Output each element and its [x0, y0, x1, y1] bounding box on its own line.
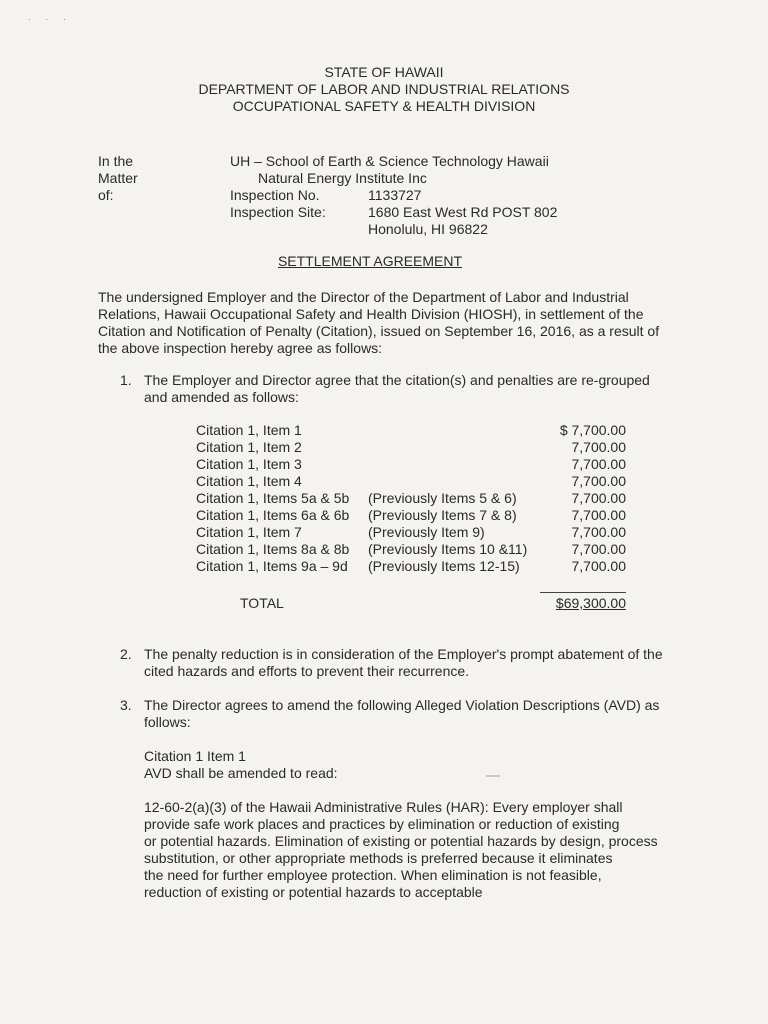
citation-name: Citation 1, Items 9a – 9d	[196, 558, 348, 574]
amendment-heading	[144, 748, 338, 782]
amendment-line: or potential hazards. Elimination of existing or potential hazards by design, process	[144, 833, 658, 849]
amendment-line: provide safe work places and practices by elimination or reduction of existing	[144, 816, 620, 832]
total-amount: $69,300.00	[555, 595, 626, 611]
citation-name: Citation 1, Items 8a & 8b	[196, 541, 350, 557]
amendment-instruction: AVD shall be amended to read:	[144, 765, 338, 781]
employer-name-cont: Natural Energy Institute Inc	[258, 170, 427, 186]
citation-table	[196, 422, 626, 575]
citation-row	[196, 490, 626, 507]
citation-amount: 7,700.00	[571, 558, 626, 574]
clause-line: and amended as follows:	[144, 389, 299, 405]
clause-line: follows:	[144, 714, 191, 730]
total-divider	[540, 592, 626, 593]
document-header	[0, 64, 768, 115]
citation-amount: 7,700.00	[571, 490, 626, 506]
citation-row	[196, 541, 626, 558]
clause-number: 3.	[120, 697, 132, 713]
amendment-citation: Citation 1 Item 1	[144, 748, 246, 764]
citation-name: Citation 1, Item 1	[196, 422, 302, 438]
intro-line: The undersigned Employer and the Director of the Department of Labor and Industrial	[98, 289, 629, 305]
header-department: DEPARTMENT OF LABOR AND INDUSTRIAL RELATIONS	[198, 81, 570, 97]
inspection-site-address: 1680 East West Rd POST 802	[368, 204, 558, 220]
citation-amount: 7,700.00	[571, 473, 626, 489]
citation-row	[196, 473, 626, 490]
scan-smudge	[486, 775, 500, 777]
amendment-line: 12-60-2(a)(3) of the Hawaii Administrative Rules (HAR): Every employer shall	[144, 799, 623, 815]
scan-speckles: · · ·	[28, 14, 72, 24]
clause-line: The Director agrees to amend the following Alleged Violation Descriptions (AVD) as	[144, 697, 660, 713]
intro-line: Relations, Hawaii Occupational Safety and Health Division (HIOSH), in settlement of the	[98, 306, 644, 322]
citation-name: Citation 1, Item 7	[196, 524, 302, 540]
citation-amount: 7,700.00	[571, 439, 626, 455]
header-division: OCCUPATIONAL SAFETY & HEALTH DIVISION	[232, 98, 536, 114]
citation-name: Citation 1, Items 5a & 5b	[196, 490, 350, 506]
clause-line: The Employer and Director agree that the citation(s) and penalties are re-grouped	[144, 372, 650, 388]
amendment-line: the need for further employee protection. When elimination is not feasible,	[144, 867, 602, 883]
clause-number: 1.	[120, 372, 132, 388]
citation-row	[196, 558, 626, 575]
document-title: SETTLEMENT AGREEMENT	[277, 253, 463, 269]
citation-name: Citation 1, Item 4	[196, 473, 302, 489]
inspection-site-label: Inspection Site:	[230, 204, 326, 220]
employer-name: UH – School of Earth & Science Technology Hawaii	[230, 153, 549, 169]
citation-row	[196, 524, 626, 541]
citation-name: Citation 1, Item 2	[196, 439, 302, 455]
clause-line: cited hazards and efforts to prevent their recurrence.	[144, 663, 470, 679]
citation-amount: 7,700.00	[571, 507, 626, 523]
citation-row	[196, 422, 626, 439]
amendment-line: reduction of existing or potential hazards to acceptable	[144, 884, 483, 900]
intro-paragraph	[98, 289, 688, 357]
inspection-no-label: Inspection No.	[230, 187, 320, 203]
citation-note: (Previously Item 9)	[368, 524, 485, 540]
citation-note: (Previously Items 7 & 8)	[368, 507, 517, 523]
amendment-line: substitution, or other appropriate methods is preferred because it eliminates	[144, 850, 613, 866]
citation-row	[196, 456, 626, 473]
citation-amount: $ 7,700.00	[559, 422, 626, 438]
inspection-no-value: 1133727	[368, 187, 422, 203]
citation-amount: 7,700.00	[571, 541, 626, 557]
citation-note: (Previously Items 12-15)	[368, 558, 520, 574]
inspection-site-city: Honolulu, HI 96822	[368, 221, 488, 237]
citation-note: (Previously Items 5 & 6)	[368, 490, 517, 506]
citation-amount: 7,700.00	[571, 524, 626, 540]
citation-name: Citation 1, Items 6a & 6b	[196, 507, 350, 523]
clause-line: The penalty reduction is in consideration of the Employer's prompt abatement of the	[144, 646, 663, 662]
citation-amount: 7,700.00	[571, 456, 626, 472]
citation-name: Citation 1, Item 3	[196, 456, 302, 472]
header-state: STATE OF HAWAII	[324, 64, 444, 80]
citation-row	[196, 439, 626, 456]
amendment-text	[144, 799, 658, 901]
citation-row	[196, 507, 626, 524]
matter-label: In the Matter of:	[98, 153, 138, 203]
total-label: TOTAL	[240, 595, 284, 611]
citation-note: (Previously Items 10 &11)	[368, 541, 528, 557]
intro-line: Citation and Notification of Penalty (Citation), issued on September 16, 2016, as a result of	[98, 323, 660, 339]
intro-line: the above inspection hereby agree as follows:	[98, 340, 383, 356]
clause-number: 2.	[120, 646, 132, 662]
